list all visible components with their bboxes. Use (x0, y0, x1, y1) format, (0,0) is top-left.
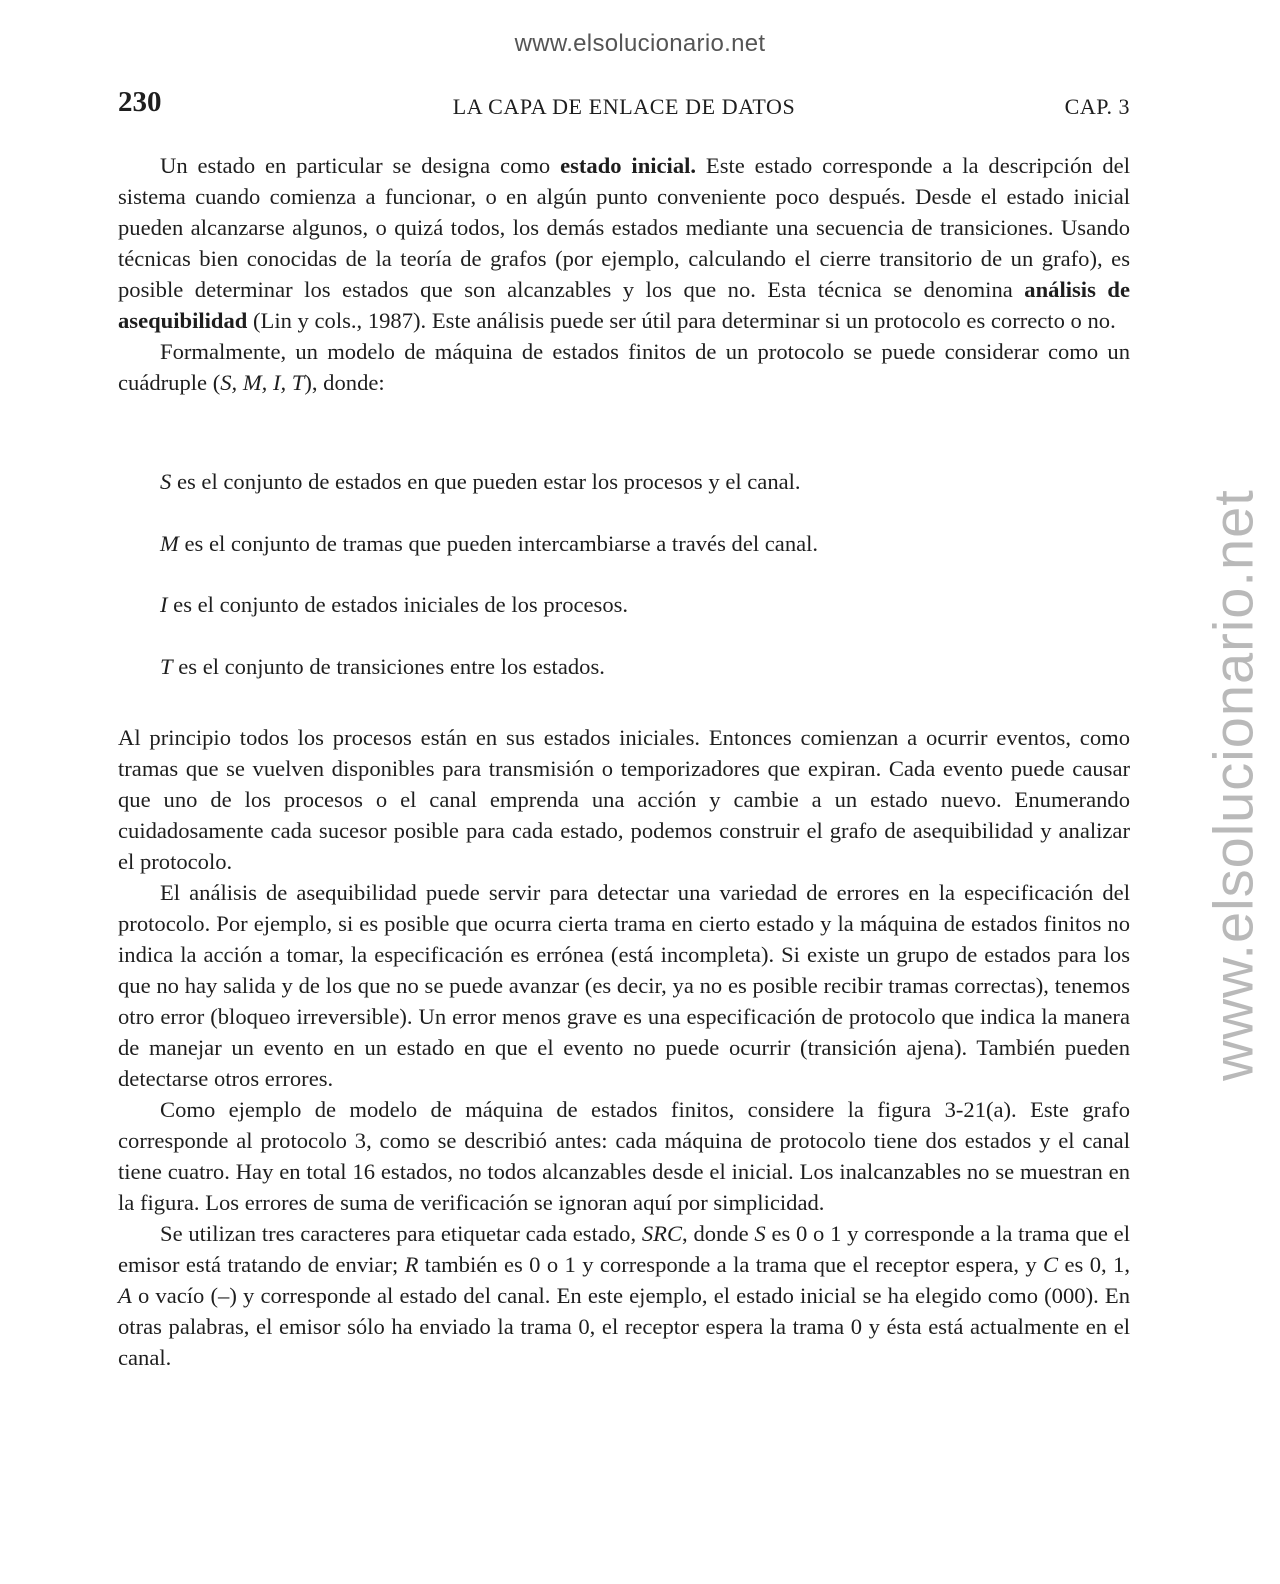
body-section-2 (118, 722, 1130, 1373)
definition-text: es el conjunto de estados iniciales de los procesos. (167, 592, 629, 617)
definition-item (160, 466, 1130, 528)
watermark-side: www.elsolucionario.net (1201, 489, 1265, 1081)
tuple-symbols: S, M, I, T (220, 370, 305, 395)
paragraph-formal-model (118, 336, 1130, 398)
italic-term: C (1043, 1252, 1059, 1277)
text-run: Este estado corresponde a la descripción del sistema cuando comienza a funcionar, o en algún punto conveniente poco después. Desde el estado inicial pueden alcanzarse algunos, o quizá todos, los demás estados mediante una secuencia de transiciones. Usando técnicas bien conocidas de la teoría de grafos (por ejemplo, calculando el cierre transitorio de un grafo), es posible determinar los estados que son alcanzables y los que no. Esta técnica se denomina (118, 153, 1130, 302)
paragraph-error-detection: El análisis de asequibilidad puede servir para detectar una variedad de errores en la especificación del protocolo. Por ejemplo, si es posible que ocurra cierta trama en cierto estado y la máquina de estados finitos no indica la acción a tomar, la especificación es errónea (está incompleta). Si existe un grupo de estados para los que no hay salida y de los que no se puede avanzar (es decir, ya no es posible recibir tramas correctas), tenemos otro error (bloqueo irreversible). Un error menos grave es una especificación de protocolo que indica la manera de manejar un evento en un estado en que el evento no puede ocurrir (transición ajena). También pueden detectarse otros errores. (118, 880, 1130, 1091)
definition-text: es el conjunto de transiciones entre los estados. (172, 653, 605, 679)
text-run: también es 0 o 1 y corresponde a la trama que el receptor espera, y (418, 1252, 1044, 1277)
definition-item (160, 589, 1130, 651)
italic-term: R (404, 1252, 419, 1277)
text-run: , donde (682, 1221, 755, 1246)
definition-symbol: T (160, 653, 173, 679)
definition-text: es el conjunto de estados en que pueden estar los procesos y el canal. (171, 469, 801, 494)
running-head (118, 86, 1130, 126)
term-reachability-analysis: análisis de asequibilidad (118, 277, 1130, 333)
italic-term: SRC (641, 1221, 683, 1246)
definition-item (160, 651, 1130, 713)
term-initial-state: estado inicial. (560, 153, 697, 178)
text-run: Un estado en particular se designa como (160, 153, 561, 178)
chapter-title: LA CAPA DE ENLACE DE DATOS (452, 94, 796, 119)
paragraph-example: Como ejemplo de modelo de máquina de estados finitos, considere la figura 3-21(a). Este grafo corresponde al protocolo 3, como se describió antes: cada máquina de protocolo tiene dos estados y el canal tiene cuatro. Hay en total 16 estados, no todos alcanzables desde el inicial. Los inalcanzables no se muestran en la figura. Los errores de suma de verificación se ignoran aquí por simplicidad. (118, 1097, 1130, 1215)
paragraph-initial-state (118, 150, 1130, 336)
italic-term: A (118, 1283, 132, 1308)
watermark-top: www.elsolucionario.net (514, 30, 766, 57)
text-run: (Lin y cols., 1987). Este análisis puede ser útil para determinar si un protocolo es correcto o no. (247, 308, 1116, 333)
italic-term: S (754, 1221, 766, 1246)
chapter-label: CAP. 3 (1064, 94, 1130, 119)
body-section-1 (118, 150, 1130, 398)
paragraph-state-labels (118, 1218, 1130, 1373)
definition-item (160, 528, 1130, 590)
definition-symbol: M (160, 530, 179, 556)
definition-list (160, 466, 1130, 712)
page-number: 230 (118, 86, 162, 118)
text-run: es 0 o 1 y corresponde a la trama que el emisor está tratando de enviar; (118, 1221, 1130, 1277)
definition-symbol: I (160, 592, 168, 617)
text-run: ), donde: (304, 370, 385, 395)
text-run: Formalmente, un modelo de máquina de estados finitos de un protocolo se puede considerar como un cuádruple ( (118, 339, 1130, 395)
text-run: o vacío (–) y corresponde al estado del canal. En este ejemplo, el estado inicial se ha elegido como (000). En otras palabras, el emisor sólo ha enviado la trama 0, el receptor espera la trama 0 y ésta está actualmente en el canal. (118, 1283, 1130, 1370)
definition-symbol: S (160, 469, 172, 494)
text-run: es 0, 1, (1058, 1252, 1130, 1277)
definition-text: es el conjunto de tramas que pueden intercambiarse a través del canal. (178, 530, 819, 556)
paragraph-initial-processes: Al principio todos los procesos están en sus estados iniciales. Entonces comienzan a ocurrir eventos, como tramas que se vuelven disponibles para transmisión o temporizadores que expiran. Cada evento puede causar que uno de los procesos o el canal emprenda una acción y cambie a un estado nuevo. Enumerando cuidadosamente cada sucesor posible para cada estado, podemos construir el grafo de asequibilidad y analizar el protocolo. (118, 725, 1130, 874)
text-run: Se utilizan tres caracteres para etiquetar cada estado, (160, 1221, 642, 1246)
